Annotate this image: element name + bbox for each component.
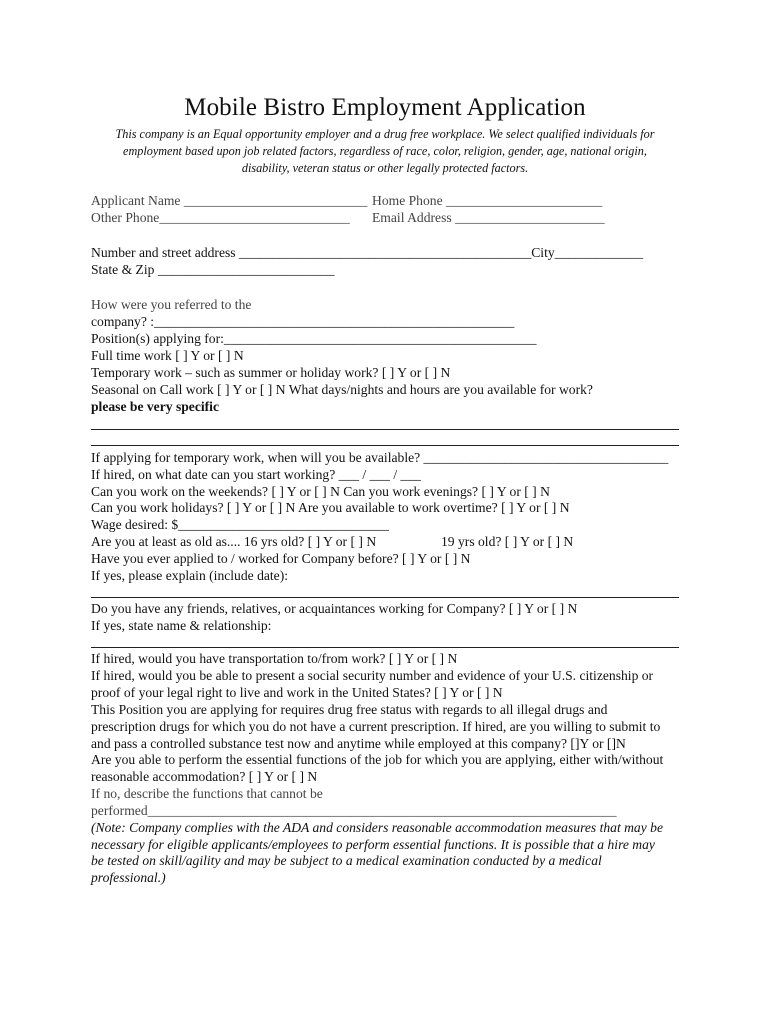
page-title: Mobile Bistro Employment Application (184, 94, 586, 121)
ada-note-line-2: necessary for eligible applicants/employees to perform essential functions. It is possible that a hire may (91, 837, 655, 852)
be-specific-label: please be very specific (91, 399, 219, 414)
ssn-question-line-1: If hired, would you be able to present a social security number and evidence of your U.S. citizenship or (91, 668, 654, 683)
relationship-answer-line[interactable] (91, 647, 679, 648)
drug-question-line-1: This Position you are applying for requires drug free status with regards to all illegal drugs and (91, 702, 608, 717)
age-16-question[interactable]: Are you at least as old as.... 16 yrs old? [ ] Y or [ ] N (91, 534, 377, 549)
ada-note-line-1: (Note: Company complies with the ADA and considers reasonable accommodation measures that may be (91, 820, 663, 835)
start-date-field[interactable]: If hired, on what date can you start working? ___ / ___ / ___ (91, 467, 421, 482)
referred-question: How were you referred to the (91, 297, 252, 312)
positions-field[interactable]: Position(s) applying for:______________________________________________ (91, 331, 537, 346)
email-address-field[interactable]: Email Address ______________________ (372, 210, 605, 225)
functions-question-line-2[interactable]: reasonable accommodation? [ ] Y or [ ] N (91, 769, 318, 784)
referred-field[interactable]: company? :_____________________________________________________ (91, 314, 515, 329)
other-phone-field[interactable]: Other Phone____________________________ (91, 210, 350, 225)
ada-note-line-3: be tested on skill/agility and may be subject to a medical examination conducted by a medical (91, 853, 602, 868)
applicant-name-field[interactable]: Applicant Name ___________________________ (91, 193, 368, 208)
drug-question-line-3[interactable]: and pass a controlled substance test now and anytime while employed at this company? []Y or []N (91, 736, 626, 751)
holidays-overtime-question[interactable]: Can you work holidays? [ ] Y or [ ] N Are you available to work overtime? [ ] Y or [ ] N (91, 500, 570, 515)
state-zip-field[interactable]: State & Zip __________________________ (91, 262, 335, 277)
temp-availability-field[interactable]: If applying for temporary work, when will you be available? ____________________________________ (91, 450, 669, 465)
friends-question[interactable]: Do you have any friends, relatives, or acquaintances working for Company? [ ] Y or [ ] N (91, 601, 578, 616)
weekends-evenings-question[interactable]: Can you work on the weekends? [ ] Y or [ ] N Can you work evenings? [ ] Y or [ ] N (91, 484, 550, 499)
street-address-field[interactable]: Number and street address ___________________________________________City_____________ (91, 245, 644, 260)
age-19-question[interactable]: 19 yrs old? [ ] Y or [ ] N (441, 534, 574, 549)
ada-note-line-4: professional.) (91, 870, 166, 885)
availability-answer-line-1[interactable] (91, 429, 679, 430)
applied-before-question[interactable]: Have you ever applied to / worked for Company before? [ ] Y or [ ] N (91, 551, 471, 566)
state-name-label: If yes, state name & relationship: (91, 618, 272, 633)
intro-statement: This company is an Equal opportunity employer and a drug free workplace. We select qualified individuals for employment based upon job related factors, regardless of race, color, religion, gender, age, national origin, disability, veteran status or other legally protected factors. (115, 127, 655, 175)
ssn-question-line-2[interactable]: proof of your legal right to live and work in the United States? [ ] Y or [ ] N (91, 685, 503, 700)
transportation-question[interactable]: If hired, would you have transportation to/from work? [ ] Y or [ ] N (91, 651, 458, 666)
availability-answer-line-2[interactable] (91, 445, 679, 446)
drug-question-line-2: prescription drugs for which you do not have a current prescription. If hired, are you willing to submit to (91, 719, 661, 734)
explain-label: If yes, please explain (include date): (91, 568, 289, 583)
seasonal-question[interactable]: Seasonal on Call work [ ] Y or [ ] N What days/nights and hours are you available for work? (91, 382, 593, 397)
performed-field[interactable]: performed_____________________________________________________________________ (91, 803, 617, 818)
temporary-question[interactable]: Temporary work – such as summer or holiday work? [ ] Y or [ ] N (91, 365, 451, 380)
wage-field[interactable]: Wage desired: $_______________________________ (91, 517, 389, 532)
explain-answer-line[interactable] (91, 597, 679, 598)
full-time-question[interactable]: Full time work [ ] Y or [ ] N (91, 348, 244, 363)
functions-question-line-1: Are you able to perform the essential functions of the job for which you are applying, either with/without (91, 752, 664, 767)
home-phone-field[interactable]: Home Phone _______________________ (372, 193, 603, 208)
describe-label: If no, describe the functions that cannot be (91, 786, 323, 801)
